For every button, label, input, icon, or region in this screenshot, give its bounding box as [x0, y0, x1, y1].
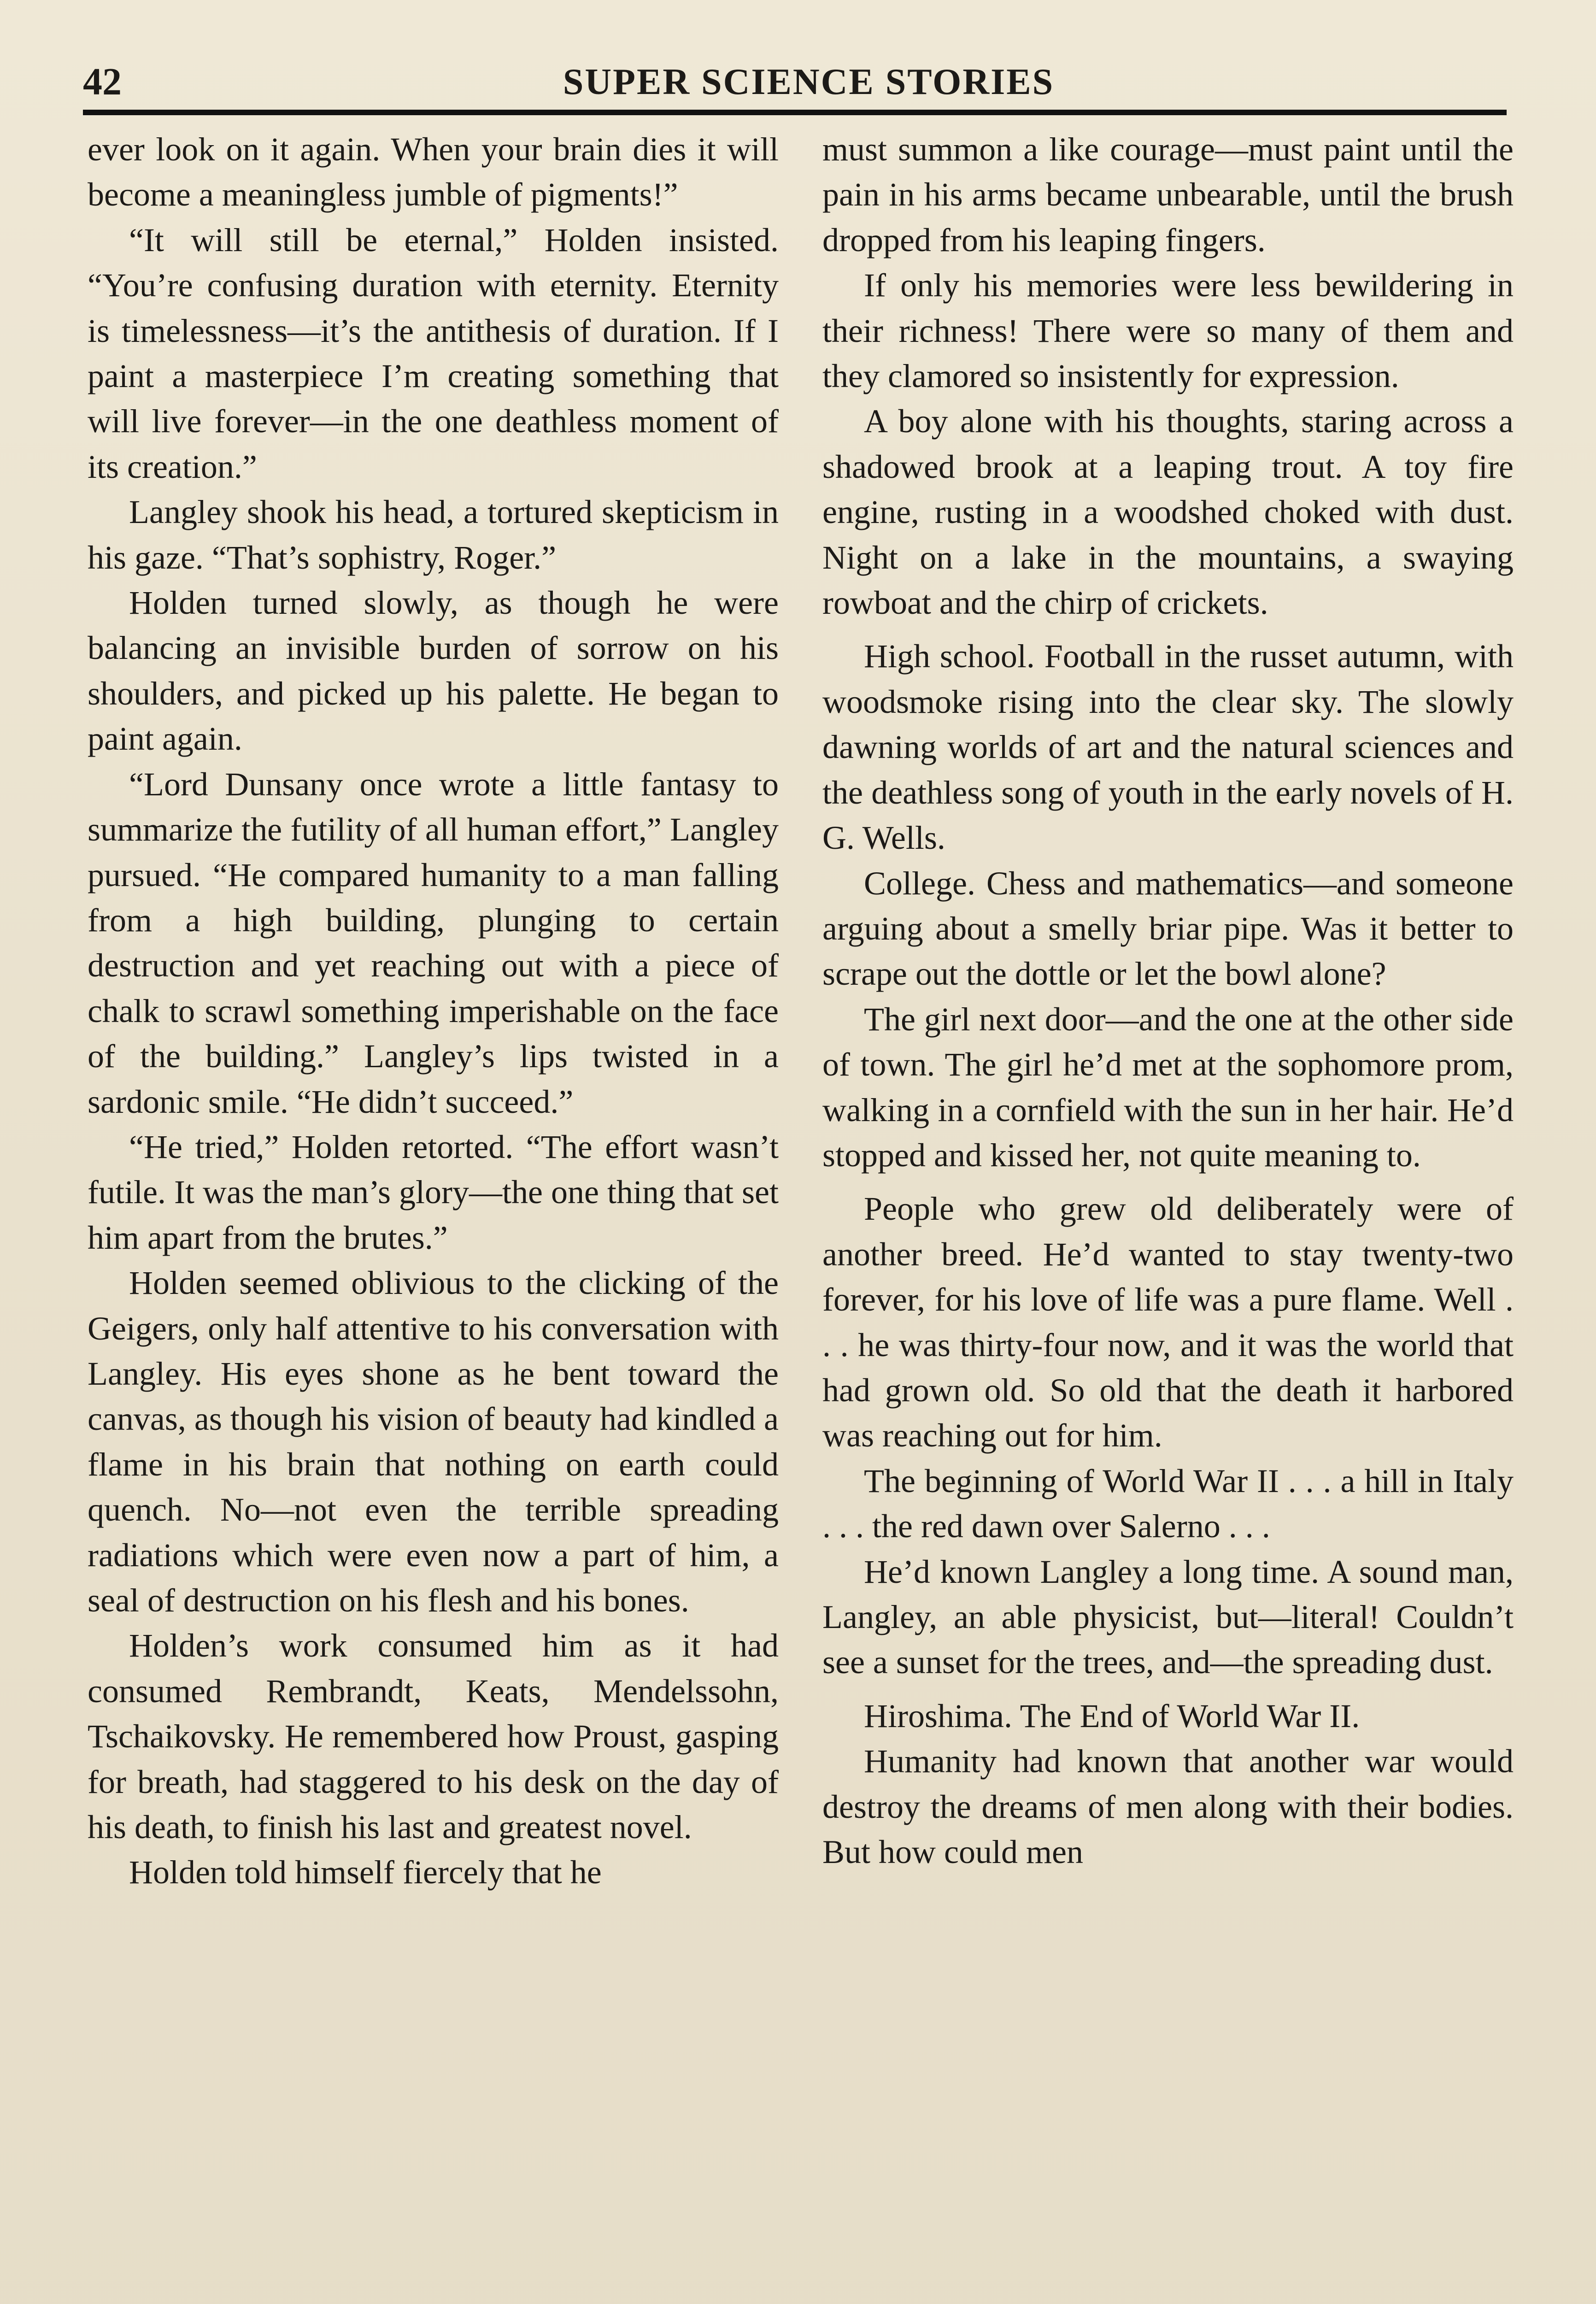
right-column	[822, 127, 1514, 1875]
paragraph: Hiroshima. The End of World War II.	[864, 1697, 1360, 1734]
paragraph: High school. Football in the russet autumn, with woodsmoke rising into the clear sky. The slowly dawning worlds of art and the natural sciences and the deathless song of youth in the early novels of H. G. Wells.	[822, 638, 1514, 857]
page-number: 42	[83, 60, 122, 103]
paragraph: Holden turned slowly, as though he were balancing an invisible burden of sorrow on his shoulders, and picked up his palette. He began to paint again.	[88, 584, 779, 758]
left-column	[88, 127, 779, 1895]
paragraph: Holden’s work consumed him as it had consumed Rembrandt, Keats, Mendelssohn, Tschaikovsky. He remembered how Proust, gasping for breath, had staggered to his desk on the day of his death, to finish his last and greatest novel.	[88, 1627, 779, 1846]
paragraph: must summon a like courage—must paint until the pain in his arms became unbearable, until the brush dropped from his leaping fingers.	[822, 131, 1514, 259]
paragraph: ever look on it again. When your brain dies it will become a meaningless jumble of pigments!”	[88, 131, 779, 213]
paragraph: The girl next door—and the one at the other side of town. The girl he’d met at the sophomore prom, walking in a cornfield with the sun in her hair. He’d stopped and kissed her, not quite meaning to.	[822, 1000, 1514, 1174]
page-header	[83, 54, 1507, 114]
paragraph: “It will still be eternal,” Holden insisted. “You’re confusing duration with eternity. Eternity is timelessness—it’s the antithesis of duration. If I paint a masterpiece I’m creating something that will live forever—in the one deathless moment of its creation.”	[88, 221, 779, 485]
paragraph: College. Chess and mathematics—and someone arguing about a smelly briar pipe. Was it better to scrape out the dottle or let the bowl alone?	[822, 864, 1514, 993]
paragraph: “He tried,” Holden retorted. “The effort wasn’t futile. It was the man’s glory—the one thing that set him apart from the brutes.”	[88, 1128, 779, 1256]
header-rule	[83, 110, 1507, 115]
paragraph: Holden seemed oblivious to the clicking of the Geigers, only half attentive to his conversation with Langley. His eyes shone as he bent toward the canvas, as though his vision of beauty had kindled a flame in his brain that nothing on earth could quench. No—not even the terrible spreading radiations which were even now a part of him, a seal of destruction on his flesh and his bones.	[88, 1264, 779, 1619]
paragraph: “Lord Dunsany once wrote a little fantasy to summarize the futility of all human effort,” Langley pursued. “He compared humanity to a man falling from a high building, plunging to certain destruction and yet reaching out with a piece of chalk to scrawl something imperishable on the face of the building.” Langley’s lips twisted in a sardonic smile. “He didn’t succeed.”	[88, 765, 779, 1120]
paragraph: He’d known Langley a long time. A sound man, Langley, an able physicist, but—literal! Couldn’t see a sunset for the trees, and—the spreading dust.	[822, 1553, 1514, 1681]
running-title: SUPER SCIENCE STORIES	[563, 62, 1055, 102]
paragraph: The beginning of World War II . . . a hill in Italy . . . the red dawn over Salerno . . .	[822, 1462, 1514, 1545]
paragraph: If only his memories were less bewildering in their richness! There were so many of them and they clamored so insistently for expression.	[822, 267, 1514, 395]
paragraph: Langley shook his head, a tortured skepticism in his gaze. “That’s sophistry, Roger.”	[88, 494, 779, 576]
paragraph: A boy alone with his thoughts, staring across a shadowed brook at a leaping trout. A toy fire engine, rusting in a woodshed choked with dust. Night on a lake in the mountains, a swaying rowboat and the chirp of crickets.	[822, 403, 1514, 622]
paragraph: Holden told himself fiercely that he	[129, 1854, 602, 1891]
paragraph: People who grew old deliberately were of another breed. He’d wanted to stay twenty-two forever, for his love of life was a pure flame. Well . . . he was thirty-four now, and it was the world that had grown old. So old that the death it harbored was reaching out for him.	[822, 1190, 1514, 1454]
paragraph: Humanity had known that another war would destroy the dreams of men along with their bodies. But how could men	[822, 1743, 1514, 1871]
